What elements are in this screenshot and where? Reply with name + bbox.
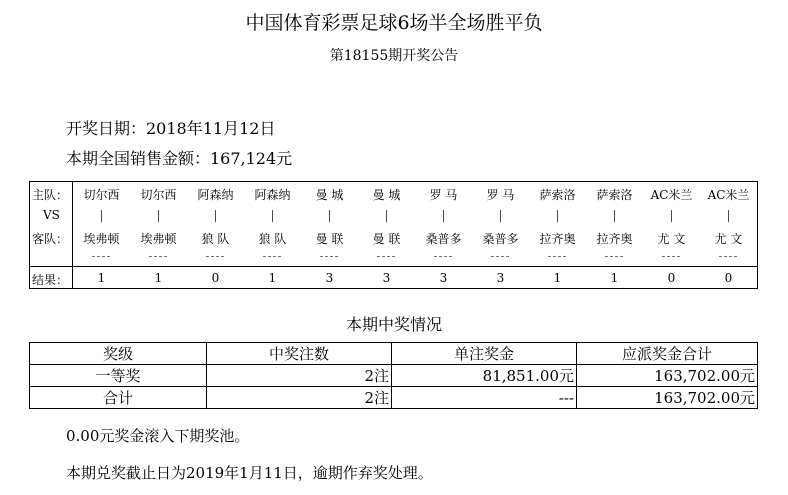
vs-mark: | [213, 208, 218, 222]
draw-date: 开奖日期：2018年11月12日 [66, 119, 276, 138]
vs-mark: | [327, 208, 332, 222]
home-team: AC米兰 [707, 188, 750, 202]
away-team: 桑普多 [425, 232, 462, 246]
away-team: 埃弗顿 [140, 232, 177, 246]
home-team: 阿森纳 [254, 188, 291, 202]
match-divider: ---- [661, 249, 682, 263]
match-result: 0 [211, 271, 220, 285]
vs-mark: | [441, 208, 446, 222]
away-team: 曼 联 [372, 232, 401, 246]
match-divider: ---- [490, 249, 511, 263]
match-result: 3 [496, 271, 505, 285]
match-column [586, 182, 643, 288]
match-result: 1 [268, 271, 277, 285]
vs-mark: | [156, 208, 161, 222]
vs-mark: | [498, 208, 503, 222]
match-table [29, 181, 758, 289]
home-team: 曼 城 [372, 188, 401, 202]
match-result: 1 [97, 271, 106, 285]
vs-mark: | [99, 208, 104, 222]
match-column [244, 182, 301, 288]
match-row-labels [30, 182, 73, 288]
home-team: 切尔西 [83, 188, 120, 202]
vs-mark: | [726, 208, 731, 222]
vs-mark: | [270, 208, 275, 222]
match-column [529, 182, 586, 288]
away-team: 拉齐奥 [539, 232, 576, 246]
prize-level: 一等奖 [30, 365, 207, 387]
match-column [187, 182, 244, 288]
away-team: 埃弗顿 [83, 232, 120, 246]
match-divider: ---- [376, 249, 397, 263]
match-column [700, 182, 757, 288]
vs-label: VS [43, 208, 60, 222]
table-row [30, 365, 758, 387]
prize-table [29, 342, 758, 409]
match-column [472, 182, 529, 288]
vs-mark: | [384, 208, 389, 222]
unit-prize: --- [392, 387, 577, 409]
prize-table-header [30, 343, 758, 365]
away-team: 尤 文 [714, 232, 743, 246]
rollover-note: 0.00元奖金滚入下期奖池。 [66, 427, 250, 445]
away-team: 狼 队 [201, 232, 230, 246]
match-result: 3 [325, 271, 334, 285]
away-team: 桑普多 [482, 232, 519, 246]
sales-amount: 本期全国销售金额：167,124元 [66, 149, 293, 168]
away-team: 拉齐奥 [596, 232, 633, 246]
match-result: 3 [382, 271, 391, 285]
home-team: AC米兰 [650, 188, 693, 202]
winner-count: 2注 [207, 365, 392, 387]
home-team: 罗 马 [486, 188, 515, 202]
match-result: 0 [724, 271, 733, 285]
match-divider: ---- [718, 249, 739, 263]
match-divider: ---- [319, 249, 340, 263]
winner-count: 2注 [207, 387, 392, 409]
table-row [30, 387, 758, 409]
match-result: 3 [439, 271, 448, 285]
match-result: 1 [610, 271, 619, 285]
vs-mark: | [612, 208, 617, 222]
prize-section-title: 本期中奖情况 [345, 315, 442, 334]
deadline-note: 本期兑奖截止日为2019年1月11日，逾期作弃奖处理。 [66, 464, 433, 482]
match-column [643, 182, 700, 288]
result-divider [30, 266, 757, 267]
match-divider: ---- [148, 249, 169, 263]
match-column [73, 182, 130, 288]
header-level: 奖级 [30, 343, 207, 365]
total-prize: 163,702.00元 [577, 365, 758, 387]
match-divider: ---- [547, 249, 568, 263]
home-team: 罗 马 [429, 188, 458, 202]
match-column [358, 182, 415, 288]
match-divider: ---- [91, 249, 112, 263]
unit-prize: 81,851.00元 [392, 365, 577, 387]
total-prize: 163,702.00元 [577, 387, 758, 409]
match-result: 0 [667, 271, 676, 285]
header-unit-prize: 单注奖金 [392, 343, 577, 365]
match-column [415, 182, 472, 288]
home-team: 阿森纳 [197, 188, 234, 202]
home-team: 萨索洛 [596, 188, 633, 202]
vs-mark: | [555, 208, 560, 222]
home-team: 切尔西 [140, 188, 177, 202]
page-title: 中国体育彩票足球6场半全场胜平负 [245, 12, 543, 34]
header-total: 应派奖金合计 [577, 343, 758, 365]
match-divider: ---- [262, 249, 283, 263]
match-divider: ---- [205, 249, 226, 263]
result-label: 结果： [32, 273, 69, 287]
home-label: 主队： [32, 188, 69, 202]
away-team: 狼 队 [258, 232, 287, 246]
match-column [301, 182, 358, 288]
home-team: 萨索洛 [539, 188, 576, 202]
match-result: 1 [553, 271, 562, 285]
prize-level: 合计 [30, 387, 207, 409]
home-team: 曼 城 [315, 188, 344, 202]
away-team: 曼 联 [315, 232, 344, 246]
away-team: 尤 文 [657, 232, 686, 246]
match-result: 1 [154, 271, 163, 285]
match-divider: ---- [433, 249, 454, 263]
issue-subtitle: 第18155期开奖公告 [329, 48, 459, 64]
match-column [130, 182, 187, 288]
match-divider: ---- [604, 249, 625, 263]
vs-mark: | [669, 208, 674, 222]
away-label: 客队： [32, 232, 69, 246]
header-count: 中奖注数 [207, 343, 392, 365]
